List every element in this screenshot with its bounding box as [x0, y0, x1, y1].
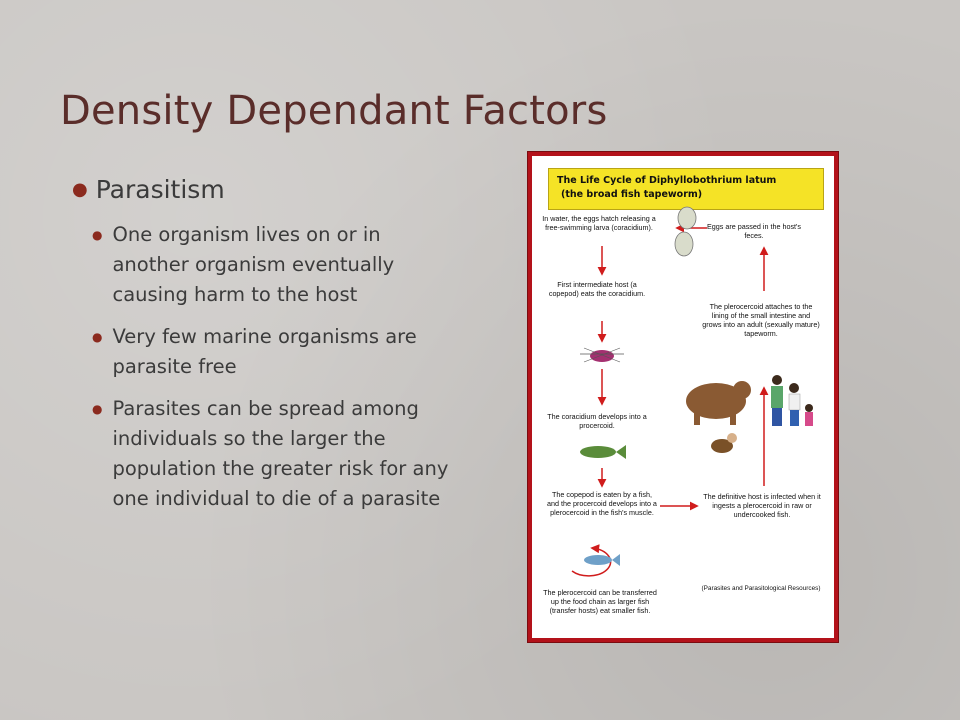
family-icon — [771, 375, 813, 426]
step-eggs-hatch: In water, the eggs hatch releasing a free-swimming larva (coracidium). — [542, 214, 656, 232]
step-definitive: The definitive host is infected when it ingests a plerocercoid in raw or undercooked fish. — [703, 492, 821, 519]
sub-bullet-text: One organism lives on or in another organism eventually causing harm to the host — [112, 223, 395, 306]
egg-icon — [675, 232, 693, 256]
fish-icon — [580, 445, 626, 459]
slide-title: Density Dependant Factors — [60, 88, 608, 134]
sub-bullet-text: Parasites can be spread among individuals so the larger the population the greater risk for any one individual to die of a parasite — [112, 397, 449, 510]
bear-icon — [686, 381, 751, 425]
step-first-host: First intermediate host (a copepod) eats the coracidium. — [548, 280, 646, 298]
copepod-icon — [580, 348, 624, 362]
step-copepod-eaten: The copepod is eaten by a fish, and the procercoid develops into a plerocercoid in the fish's muscle. — [547, 490, 657, 517]
sub-bullet-text: Very few marine organisms are parasite free — [112, 325, 417, 378]
bullet-text: Parasitism — [95, 175, 225, 204]
step-procercoid: The coracidium develops into a procercoid. — [547, 412, 647, 430]
egg-icon — [678, 207, 696, 229]
bullet-parasitism — [72, 175, 462, 204]
figure-subtitle: (the broad fish tapeworm) — [561, 189, 703, 200]
sub-bullet — [92, 394, 462, 514]
bullet-dot-icon: ● — [92, 228, 103, 242]
small-fish-icon — [584, 554, 620, 566]
sub-bullet — [92, 220, 462, 310]
sub-bullet — [92, 322, 462, 382]
bullet-dot-icon: ● — [92, 330, 103, 344]
dog-icon — [711, 433, 737, 453]
step-attaches: The plerocercoid attaches to the lining of the small intestine and grows into an adult (sexually mature) tapeworm. — [702, 302, 820, 338]
tapeworm-lifecycle-figure — [528, 152, 838, 642]
figure-title: The Life Cycle of Diphyllobothrium latum — [557, 175, 777, 186]
step-transfer: The plerocercoid can be transferred up the food chain as larger fish (transfer hosts) eat smaller fish. — [543, 588, 657, 615]
bullet-dot-icon: ● — [72, 179, 88, 200]
figure-credit: (Parasites and Parasitological Resources) — [701, 585, 821, 592]
step-eggs-passed: Eggs are passed in the host's feces. — [706, 222, 802, 240]
sub-bullet-list — [72, 220, 462, 514]
bullet-dot-icon: ● — [92, 402, 103, 416]
bullet-list — [72, 175, 462, 526]
